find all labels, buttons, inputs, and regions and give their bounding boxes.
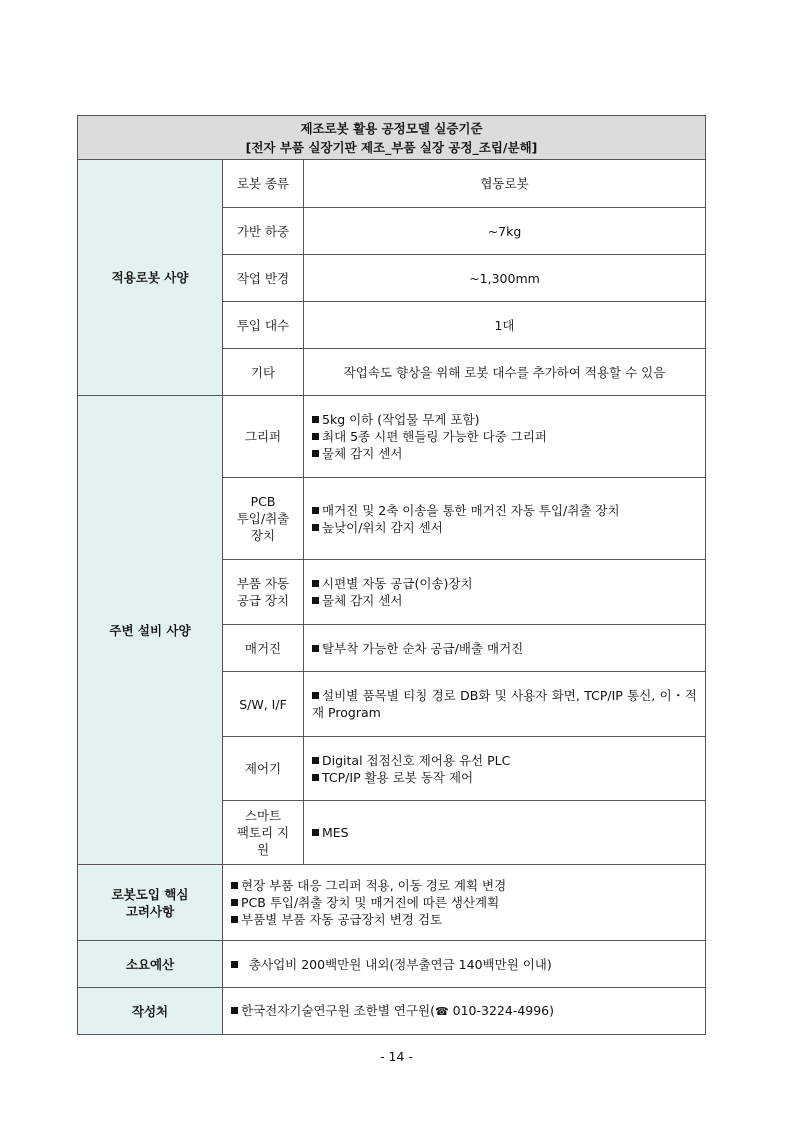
- row-label: 로봇 종류: [223, 160, 304, 208]
- list-item: 물체 감지 센서: [312, 445, 697, 462]
- author-value: 한국전자기술연구원 조한별 연구원(☎ 010-3224-4996): [223, 988, 706, 1035]
- header-subtitle: [전자 부품 실장기판 제조_부품 실장 공정_조립/분해]: [245, 139, 538, 155]
- row-items: [304, 801, 706, 865]
- row-label: 작업 반경: [223, 255, 304, 302]
- row-label: 투입 대수: [223, 302, 304, 349]
- list-item: 탈부착 가능한 순차 공급/배출 매거진: [312, 640, 697, 657]
- row-value: ~7kg: [304, 208, 706, 255]
- bullet-icon: [312, 580, 319, 587]
- row-label: 매거진: [223, 625, 304, 672]
- section-author: 작성처: [78, 988, 223, 1035]
- list-item: TCP/IP 활용 로봇 동작 제어: [312, 769, 697, 786]
- row-items: [304, 478, 706, 560]
- bullet-icon: [231, 899, 238, 906]
- row-label: 기타: [223, 349, 304, 396]
- row-label: 부품 자동 공급 장치: [223, 560, 304, 625]
- row-items: [304, 560, 706, 625]
- section-budget: 소요예산: [78, 941, 223, 988]
- list-item: MES: [312, 824, 697, 841]
- row-items: [304, 737, 706, 801]
- list-item: 최대 5종 시편 핸들링 가능한 다중 그리퍼: [312, 428, 697, 445]
- bullet-icon: [312, 450, 319, 457]
- list-item: 부품별 부품 자동 공급장치 변경 검토: [231, 911, 697, 928]
- list-item: 5kg 이하 (작업물 무게 포함): [312, 411, 697, 428]
- row-items: [304, 396, 706, 478]
- row-value: 1대: [304, 302, 706, 349]
- bullet-icon: [312, 829, 319, 836]
- row-value: 작업속도 향상을 위해 로봇 대수를 추가하여 적용할 수 있음: [304, 349, 706, 396]
- spec-table: [77, 115, 706, 1035]
- list-item: 물체 감지 센서: [312, 592, 697, 609]
- section-equipment: 주변 설비 사양: [78, 396, 223, 865]
- list-item: 높낮이/위치 감지 센서: [312, 519, 697, 536]
- row-label: 제어기: [223, 737, 304, 801]
- bullet-icon: [312, 645, 319, 652]
- row-label: 스마트 팩토리 지원: [223, 801, 304, 865]
- section-considerations: 로봇도입 핵심 고려사항: [78, 865, 223, 941]
- bullet-icon: [312, 597, 319, 604]
- list-item: 매거진 및 2축 이송을 통한 매거진 자동 투입/취출 장치: [312, 502, 697, 519]
- list-item: 설비별 품목별 티칭 경로 DB화 및 사용자 화면, TCP/IP 통신, 이・적재 Program: [312, 688, 697, 720]
- phone-icon: ☎: [434, 1005, 449, 1018]
- list-item: PCB 투입/취출 장치 및 매거진에 따른 생산계획: [231, 894, 697, 911]
- bullet-icon: [231, 1007, 238, 1014]
- list-item: Digital 접점신호 제어용 유선 PLC: [312, 752, 697, 769]
- list-item: 현장 부품 대응 그리퍼 적용, 이동 경로 계획 변경: [231, 877, 697, 894]
- bullet-icon: [231, 961, 238, 968]
- bullet-icon: [312, 757, 319, 764]
- row-value: 협동로봇: [304, 160, 706, 208]
- bullet-icon: [312, 692, 319, 699]
- header-title: 제조로봇 활용 공정모델 실증기준: [300, 120, 483, 136]
- table-header: [78, 116, 706, 160]
- bullet-icon: [312, 433, 319, 440]
- section-robot-spec: 적용로봇 사양: [78, 160, 223, 396]
- row-label: PCB 투입/취출 장치: [223, 478, 304, 560]
- row-label: 그리퍼: [223, 396, 304, 478]
- bullet-icon: [312, 416, 319, 423]
- considerations-items: [223, 865, 706, 941]
- row-items: [304, 672, 706, 737]
- bullet-icon: [231, 882, 238, 889]
- list-item: 시편별 자동 공급(이송)장치: [312, 575, 697, 592]
- row-label: S/W, I/F: [223, 672, 304, 737]
- row-items: [304, 625, 706, 672]
- bullet-icon: [312, 524, 319, 531]
- bullet-icon: [312, 507, 319, 514]
- bullet-icon: [231, 916, 238, 923]
- row-label: 가반 하중: [223, 208, 304, 255]
- page-number: - 14 -: [380, 1049, 413, 1064]
- row-value: ~1,300mm: [304, 255, 706, 302]
- bullet-icon: [312, 774, 319, 781]
- budget-value: 총사업비 200백만원 내외(정부출연금 140백만원 이내): [223, 941, 706, 988]
